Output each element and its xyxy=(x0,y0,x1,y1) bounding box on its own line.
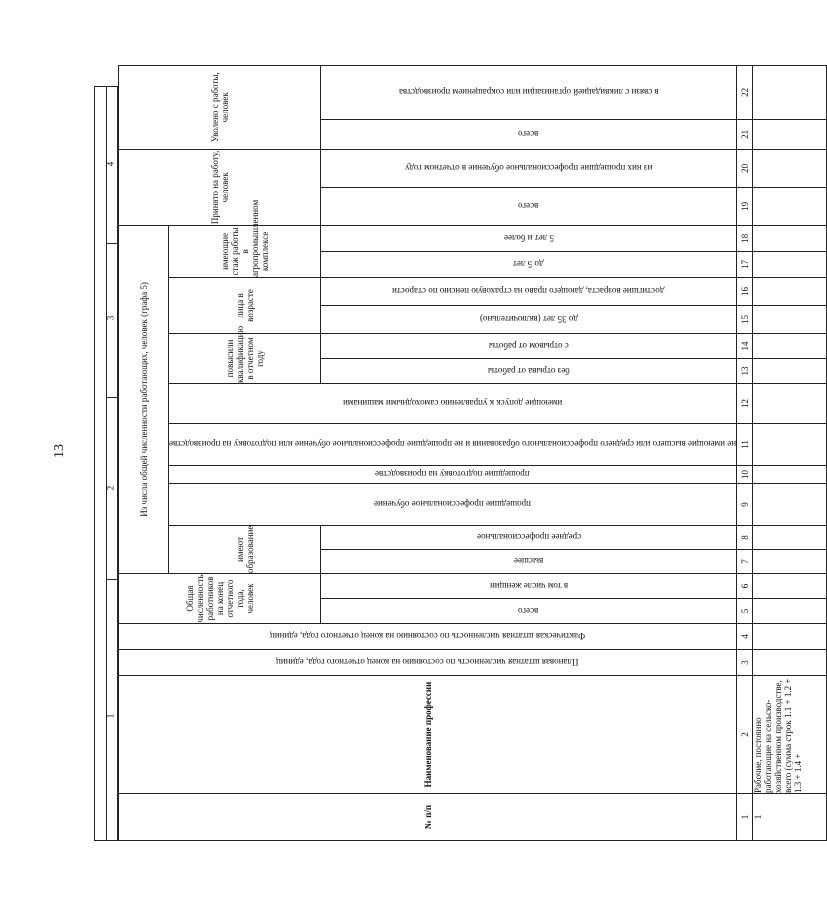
table-row xyxy=(753,65,827,840)
cell[interactable] xyxy=(753,624,827,650)
header-group-age: лица в возрасте xyxy=(169,278,321,334)
header-group-qualification: повысили квалификацию в отчетном году xyxy=(169,334,321,384)
header-group-hired: Принято на работу, человек xyxy=(119,149,321,225)
column-number-row xyxy=(737,65,753,840)
column-number: 3 xyxy=(737,650,753,676)
cell[interactable] xyxy=(753,187,827,225)
column-number: 11 xyxy=(737,424,753,466)
header-col-16: достигшие возраста, дающего право на страховую пенсию по старости xyxy=(321,278,737,306)
page-number: 13 xyxy=(52,444,67,458)
header-col-11: не имеющие высшего или среднего профессионального образования и не прошедшие профессиональное обучение или подготовку на производстве xyxy=(169,424,737,466)
header-group-education: имеют образование xyxy=(169,526,321,574)
column-number: 18 xyxy=(737,225,753,251)
column-number: 17 xyxy=(737,252,753,278)
header-col-7: высшее xyxy=(321,550,737,574)
column-number: 22 xyxy=(737,65,753,119)
column-number: 12 xyxy=(737,384,753,424)
column-number: 1 xyxy=(737,794,753,841)
row-name: Рабочие, постоянно работающие на сельско-хозяйственном производстве, всего (сумма строк 1.1 + 1.2 + 1.3 + 1.4 + xyxy=(753,676,827,794)
cell[interactable] xyxy=(753,65,827,119)
section-number-1: 1 xyxy=(105,713,116,719)
column-number: 15 xyxy=(737,306,753,334)
cell[interactable] xyxy=(753,484,827,526)
cell[interactable] xyxy=(753,574,827,599)
cell[interactable] xyxy=(753,384,827,424)
column-number: 21 xyxy=(737,119,753,149)
column-number: 6 xyxy=(737,574,753,599)
section-strip xyxy=(94,86,118,841)
header-group-dismissed: Уволено с работы, человек xyxy=(119,65,321,149)
header-col-2: Наименование профессии xyxy=(119,676,737,794)
header-col-22: в связи с ликвидацией организации или сокращением производства xyxy=(321,65,737,119)
cell[interactable] xyxy=(753,599,827,624)
header-col-9: прошедшие профессиональное обучение xyxy=(169,484,737,526)
column-number: 5 xyxy=(737,599,753,624)
header-col-10: прошедшие подготовку на производстве xyxy=(169,466,737,484)
header-col-20: из них прошедшие профессиональное обучение в отчетном году xyxy=(321,149,737,187)
header-col-3: Плановая штатная численность по состоянию на конец отчетного года, единиц xyxy=(119,650,737,676)
header-col-6: в том числе женщин xyxy=(321,574,737,599)
personnel-table xyxy=(118,65,827,841)
header-col-14: с отрывом от работы xyxy=(321,334,737,359)
column-number: 7 xyxy=(737,550,753,574)
section-number-2: 2 xyxy=(105,485,116,491)
column-number: 13 xyxy=(737,359,753,384)
column-number: 8 xyxy=(737,526,753,550)
cell[interactable] xyxy=(753,550,827,574)
column-number: 9 xyxy=(737,484,753,526)
column-number: 14 xyxy=(737,334,753,359)
section-number-4: 4 xyxy=(105,161,116,167)
column-number: 20 xyxy=(737,149,753,187)
cell[interactable] xyxy=(753,650,827,676)
header-col-17: до 5 лет xyxy=(321,252,737,278)
cell[interactable] xyxy=(753,278,827,306)
cell[interactable] xyxy=(753,119,827,149)
header-col-15: до 35 лет (включительно) xyxy=(321,306,737,334)
header-col-18: 5 лет и более xyxy=(321,225,737,251)
column-number: 2 xyxy=(737,676,753,794)
cell[interactable] xyxy=(753,466,827,484)
header-group-of-total: Из числа общей численности работающих, человек (графа 5) xyxy=(119,225,169,573)
header-col-13: без отрыва от работы xyxy=(321,359,737,384)
cell[interactable] xyxy=(753,424,827,466)
header-col-19: всего xyxy=(321,187,737,225)
cell[interactable] xyxy=(753,306,827,334)
header-col-21: всего xyxy=(321,119,737,149)
cell[interactable] xyxy=(753,225,827,251)
column-number: 19 xyxy=(737,187,753,225)
header-group-experience: имеющие стаж работы в агропромышленном комплексе xyxy=(169,225,321,277)
header-col-4: Фактическая штатная численность по состоянию на конец отчетного года, единиц xyxy=(119,624,737,650)
section-number-3: 3 xyxy=(105,315,116,321)
column-number: 16 xyxy=(737,278,753,306)
header-col-8: среднее профессиональное xyxy=(321,526,737,550)
cell[interactable] xyxy=(753,359,827,384)
header-col-5: всего xyxy=(321,599,737,624)
header-col-1: № п/п xyxy=(119,794,737,841)
header-col-12: имеющие допуск к управлению самоходными машинами xyxy=(169,384,737,424)
column-number: 4 xyxy=(737,624,753,650)
statistics-form-table xyxy=(118,72,804,841)
row-number: 1 xyxy=(753,794,827,841)
cell[interactable] xyxy=(753,334,827,359)
column-number: 10 xyxy=(737,466,753,484)
cell[interactable] xyxy=(753,149,827,187)
cell[interactable] xyxy=(753,526,827,550)
header-group-total: Общая численность работников на конец отчетного года, человек xyxy=(119,574,321,624)
cell[interactable] xyxy=(753,252,827,278)
